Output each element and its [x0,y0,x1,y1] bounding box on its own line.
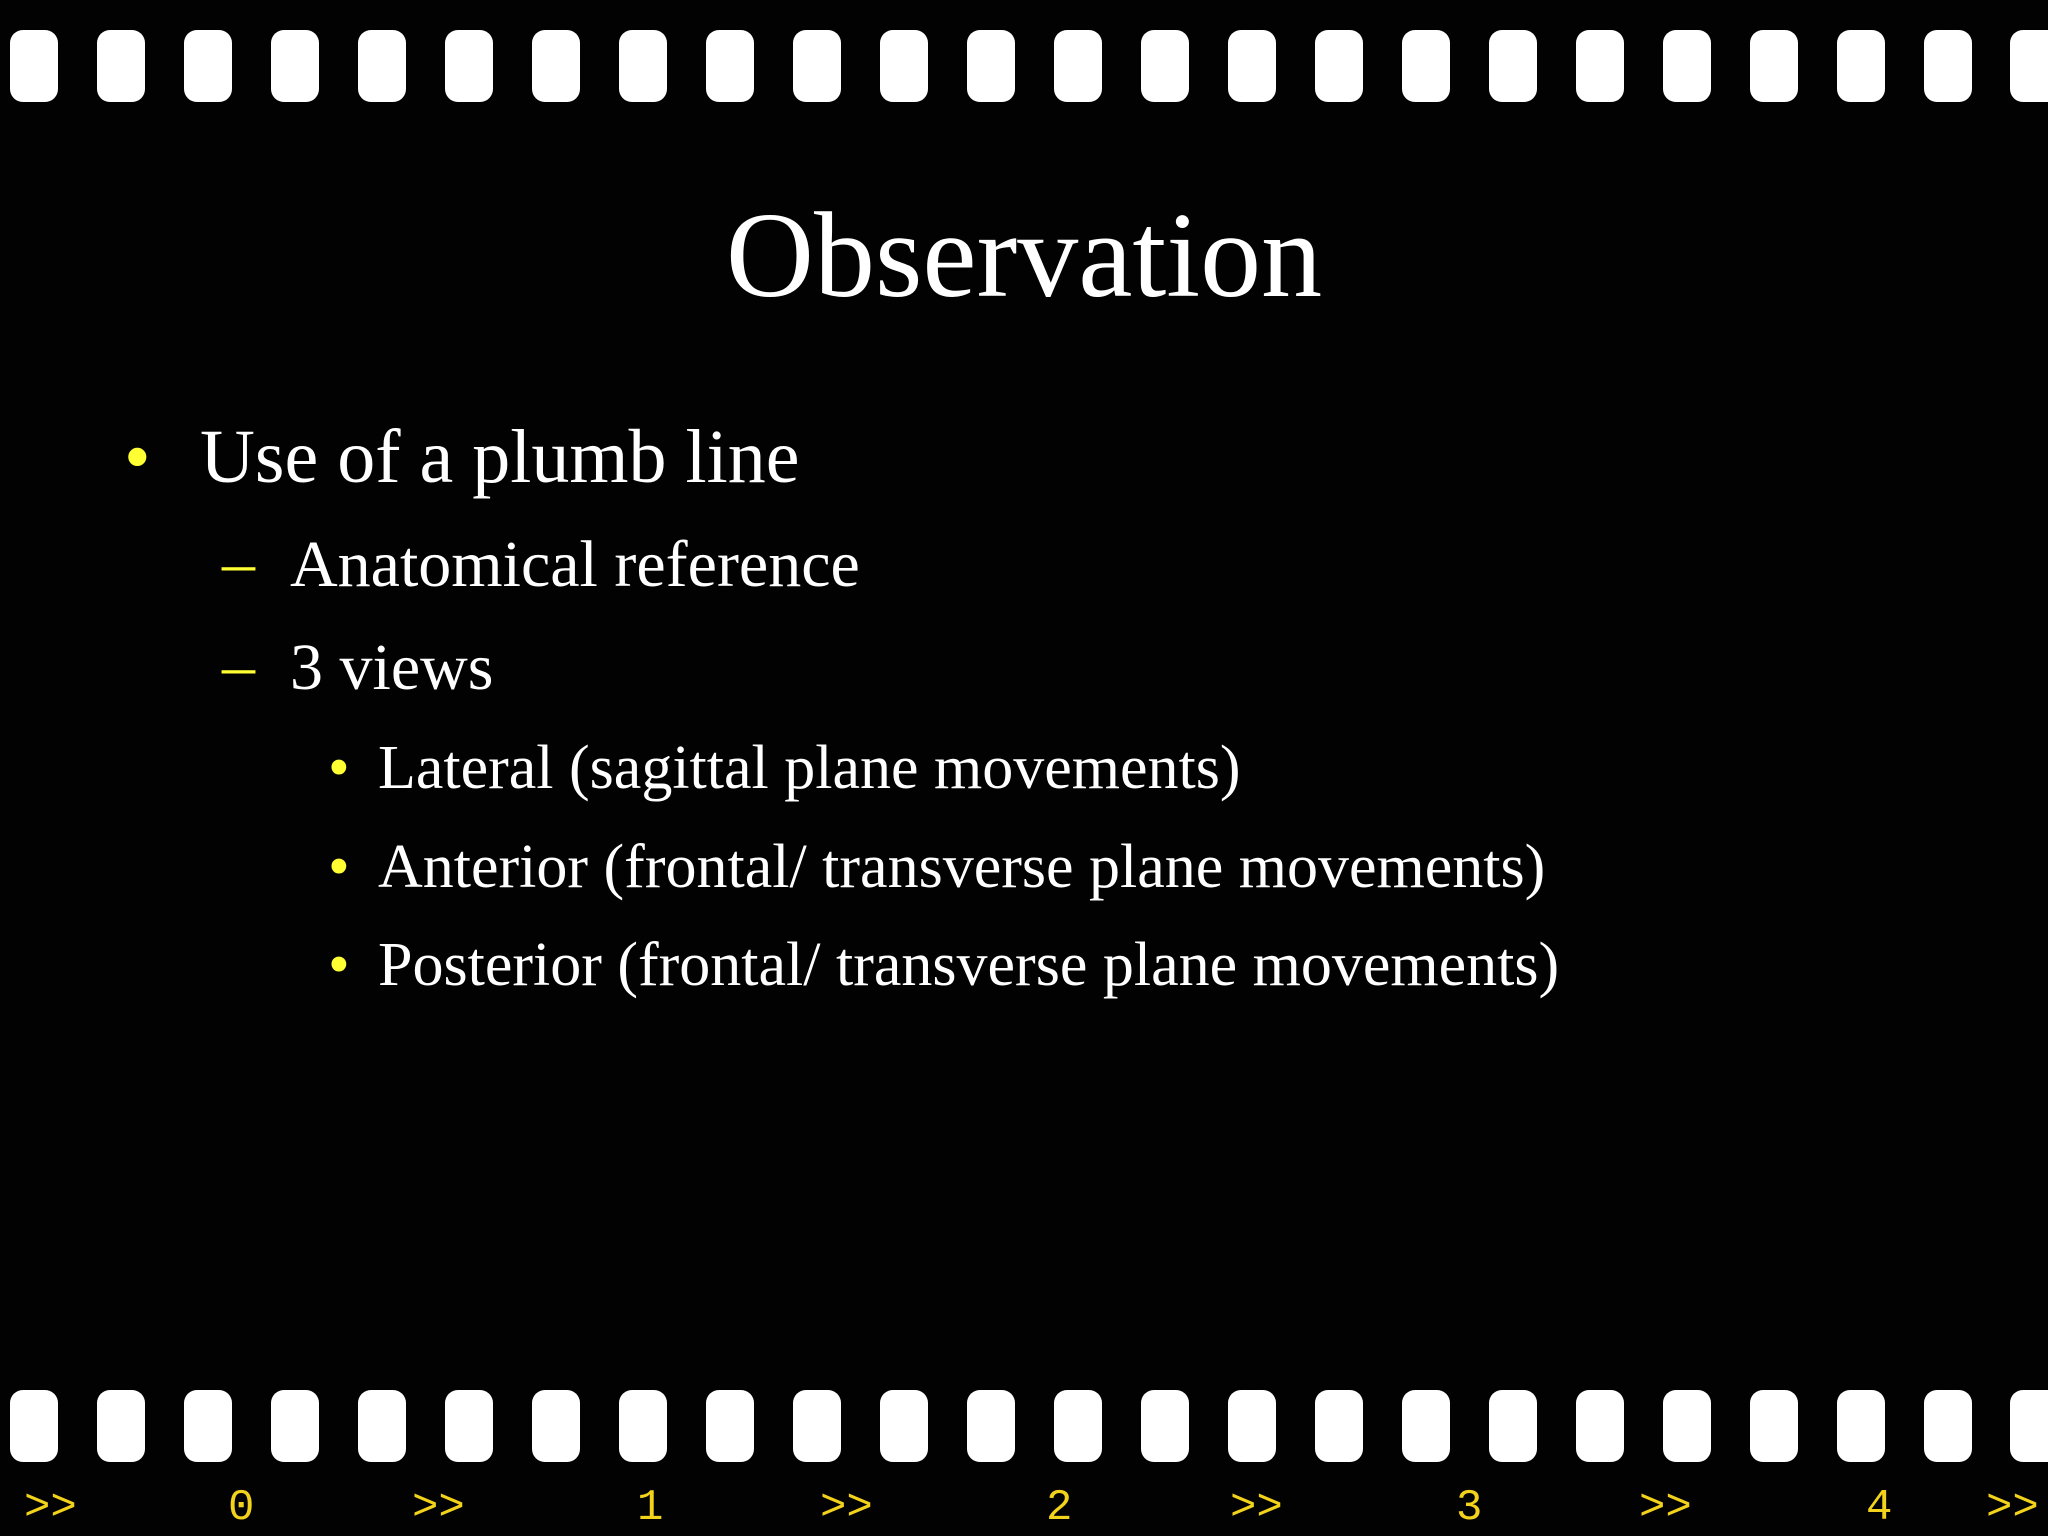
bullet-marker: • [328,833,350,901]
film-perforation [1054,30,1102,102]
film-perforation [1576,1390,1624,1462]
film-perforation [1837,1390,1885,1462]
counter-arrow: >> [24,1483,77,1533]
counter-number: 2 [1046,1483,1073,1533]
film-perforation [1054,1390,1102,1462]
film-perforation [97,1390,145,1462]
counter-arrow: >> [820,1483,873,1533]
bullet-marker: • [328,734,350,802]
counter-number: 3 [1456,1483,1483,1533]
film-perforation [10,30,58,102]
film-perforation [706,30,754,102]
film-perforation [1315,30,1363,102]
film-perforation [532,30,580,102]
film-perforation [97,30,145,102]
dash-marker: – [222,526,255,599]
film-perforation [619,30,667,102]
film-perforation [1315,1390,1363,1462]
counter-arrow: >> [1986,1483,2039,1533]
film-perforation [1402,1390,1450,1462]
film-perforation [619,1390,667,1462]
bullet-text: Posterior (frontal/ transverse plane movements) [378,931,1560,999]
film-perforation [967,1390,1015,1462]
film-perforation [1924,1390,1972,1462]
film-perforation [1924,30,1972,102]
bullet-text: Anterior (frontal/ transverse plane movements) [378,833,1546,901]
bullet-text: Use of a plumb line [200,415,800,499]
film-perforation [358,1390,406,1462]
film-perforation [706,1390,754,1462]
film-perforation [1837,30,1885,102]
film-perforation [1663,1390,1711,1462]
film-perforation [880,1390,928,1462]
film-perforations-top [0,30,2048,102]
film-perforation [1576,30,1624,102]
slide-title: Observation [725,188,1323,323]
counter-arrow: >> [1230,1483,1283,1533]
film-perforation [1663,30,1711,102]
film-perforation [2010,30,2048,102]
counter-arrow: >> [412,1483,465,1533]
film-perforation [1489,30,1537,102]
film-perforation [1750,1390,1798,1462]
bullet-text: Lateral (sagittal plane movements) [378,734,1241,802]
film-perforation [445,30,493,102]
film-perforation [271,30,319,102]
film-perforation [1228,1390,1276,1462]
counter-arrow: >> [1639,1483,1692,1533]
film-perforation [10,1390,58,1462]
film-perforation [184,1390,232,1462]
bullet-marker: • [328,931,350,999]
film-perforation [445,1390,493,1462]
counter-number: 0 [228,1483,255,1533]
film-perforation [793,30,841,102]
film-perforation [1141,1390,1189,1462]
bullet-text: 3 views [290,631,494,704]
bullet-text: Anatomical reference [290,528,860,601]
film-perforation [793,1390,841,1462]
film-perforation [1228,30,1276,102]
counter-number: 4 [1866,1483,1893,1533]
film-perforation [880,30,928,102]
film-perforation [532,1390,580,1462]
counter-number: 1 [637,1483,664,1533]
dash-marker: – [222,629,255,702]
film-perforation [1489,1390,1537,1462]
film-perforation [271,1390,319,1462]
film-perforations-bottom [0,1390,2048,1462]
film-perforation [2010,1390,2048,1462]
film-perforation [184,30,232,102]
film-perforation [1402,30,1450,102]
bullet-marker: • [124,415,151,499]
film-frame-counter [0,1480,2048,1536]
film-perforation [358,30,406,102]
film-perforation [1141,30,1189,102]
film-perforation [967,30,1015,102]
film-perforation [1750,30,1798,102]
